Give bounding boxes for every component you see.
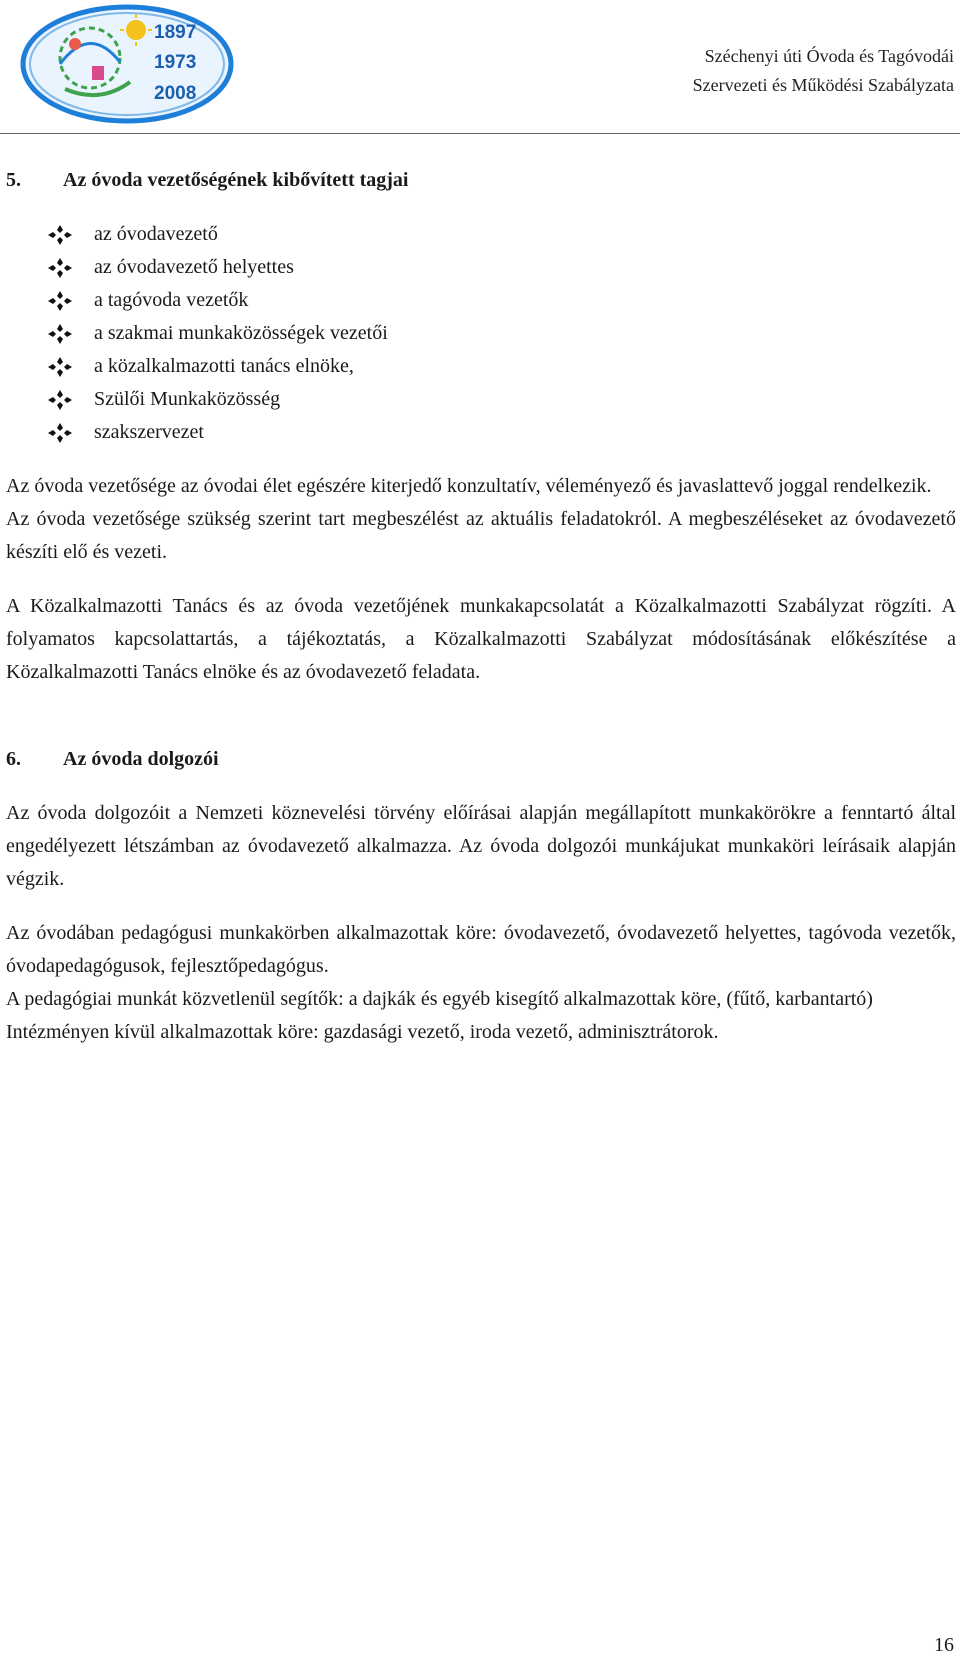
header-document-title: Szervezeti és Működési Szabályzata <box>692 75 954 95</box>
logo-year-3: 2008 <box>154 83 197 104</box>
list-item <box>48 251 956 284</box>
diamond-bullet-icon <box>48 324 72 344</box>
kindergarten-logo <box>20 4 234 124</box>
list-item-text: szakszervezet <box>94 421 204 443</box>
page-body <box>6 164 956 1049</box>
section-number: 5. <box>6 169 21 191</box>
section-number: 6. <box>6 748 21 770</box>
list-item <box>48 416 956 449</box>
list-item-text: a tagóvoda vezetők <box>94 289 249 311</box>
header-institution-name: Széchenyi úti Óvoda és Tagóvodái <box>704 46 954 66</box>
diamond-bullet-icon <box>48 291 72 311</box>
list-item-text: Szülői Munkaközösség <box>94 388 281 410</box>
list-item-text: a közalkalmazotti tanács elnöke, <box>94 355 354 377</box>
diamond-bullet-icon <box>48 423 72 443</box>
logo-year-1: 1897 <box>154 22 197 43</box>
section-title: Az óvoda dolgozói <box>63 748 219 770</box>
list-item <box>48 218 956 251</box>
paragraph: Az óvodában pedagógusi munkakörben alkalmazottak köre: óvodavezető, óvodavezető helyettes, tagóvoda vezetők, óvodapedagógusok, fejlesztőpedagógus. <box>6 922 956 977</box>
paragraph: Az óvoda vezetősége az óvodai élet egészére kiterjedő konzultatív, véleményező és javaslattevő joggal rendelkezik. <box>6 475 932 497</box>
leadership-members-list <box>6 218 956 449</box>
paragraph: Az óvoda vezetősége szükség szerint tart megbeszélést az aktuális feladatokról. A megbeszéléseket az óvodavezető készíti elő és vezeti. <box>6 508 956 563</box>
list-item-text: a szakmai munkaközösségek vezetői <box>94 322 388 344</box>
logo-year-2: 1973 <box>154 52 197 73</box>
section-6-heading <box>6 743 956 776</box>
diamond-bullet-icon <box>48 357 72 377</box>
section-5-heading <box>6 164 956 197</box>
diamond-bullet-icon <box>48 225 72 245</box>
section-title: Az óvoda vezetőségének kibővített tagjai <box>63 169 409 191</box>
paragraph: Az óvoda dolgozóit a Nemzeti köznevelési törvény előírásai alapján megállapított munkakörökre a fenntartó által engedélyezett létszámban az óvodavezető alkalmazza. Az óvoda dolgozói munkájukat munkaköri leírásaik alapján végzik. <box>6 802 956 890</box>
list-item-text: az óvodavezető helyettes <box>94 256 294 278</box>
list-item <box>48 383 956 416</box>
header-title-block <box>693 42 954 100</box>
list-item <box>48 284 956 317</box>
page-header <box>0 0 960 134</box>
diamond-bullet-icon <box>48 390 72 410</box>
paragraph: Intézményen kívül alkalmazottak köre: gazdasági vezető, iroda vezető, adminisztrátorok. <box>6 1021 719 1043</box>
diamond-bullet-icon <box>48 258 72 278</box>
list-item <box>48 317 956 350</box>
paragraph: A Közalkalmazotti Tanács és az óvoda vezetőjének munkakapcsolatát a Közalkalmazotti Szabályzat rögzíti. A folyamatos kapcsolattartás, a tájékoztatás, a Közalkalmazotti Szabályzat módosításának előkészítése a Közalkalmazotti Tanács elnöke és az óvodavezető feladata. <box>6 595 956 683</box>
list-item-text: az óvodavezető <box>94 223 218 245</box>
list-item <box>48 350 956 383</box>
header-divider <box>0 133 960 134</box>
paragraph: A pedagógiai munkát közvetlenül segítők: a dajkák és egyéb kisegítő alkalmazottak köre, (fűtő, karbantartó) <box>6 988 873 1010</box>
page-number: 16 <box>934 1634 954 1656</box>
